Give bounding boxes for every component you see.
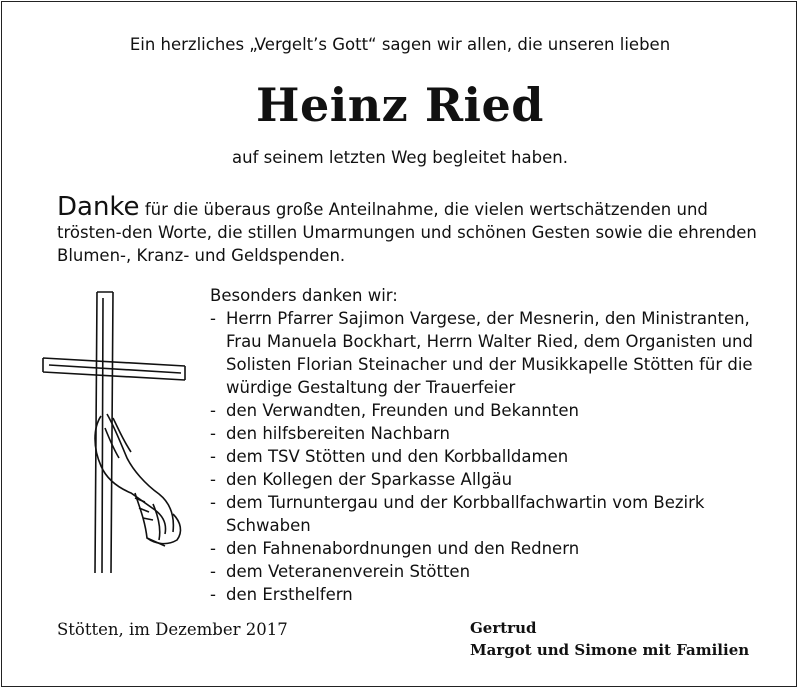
deceased-name: Heinz Ried [256, 78, 544, 132]
special-thanks-heading: Besonders danken wir: [210, 286, 398, 305]
list-item: - den hilfsbereiten Nachbarn [210, 422, 770, 445]
list-item: - dem Turnuntergau und der Korbballfachwartin vom Bezirk Schwaben [210, 491, 770, 537]
list-item: - den Verwandten, Freunden und Bekannten [210, 399, 770, 422]
family-signature [470, 617, 749, 661]
special-thanks [210, 284, 770, 606]
thanks-paragraph [57, 192, 757, 267]
list-item: - dem TSV Stötten und den Korbballdamen [210, 445, 770, 468]
family-line-2: Margot und Simone mit Familien [470, 641, 750, 659]
list-item: - dem Veteranenverein Stötten [210, 560, 770, 583]
danke-word: Danke [57, 192, 140, 222]
after-name-text: auf seinem letzten Weg begleitet haben. [232, 148, 568, 167]
list-item: - Herrn Pfarrer Sajimon Vargese, der Mesnerin, den Ministranten, Frau Manuela Bockhart, Herrn Walter Ried, dem Organisten und Solisten Florian Steinacher und der Musikkapelle Stötten für die würdige Gestaltung der Trauerfeier [210, 307, 770, 399]
danke-text: für die überaus große Anteilnahme, die vielen wertschätzenden und trösten-den Worte, die stillen Umarmungen und schönen Gesten sowie die ehrenden Blumen-, Kranz- und Geldspenden. [57, 200, 757, 265]
list-item: - den Fahnenabordnungen und den Rednern [210, 537, 770, 560]
place-date: Stötten, im Dezember 2017 [57, 620, 288, 639]
cross-with-praying-hands-icon [35, 288, 205, 578]
intro-text: Ein herzliches „Vergelt’s Gott“ sagen wir allen, die unseren lieben [129, 35, 671, 54]
special-thanks-list [210, 307, 770, 606]
family-line-1: Gertrud [470, 619, 537, 637]
list-item: - den Ersthelfern [210, 583, 770, 606]
list-item: - den Kollegen der Sparkasse Allgäu [210, 468, 770, 491]
